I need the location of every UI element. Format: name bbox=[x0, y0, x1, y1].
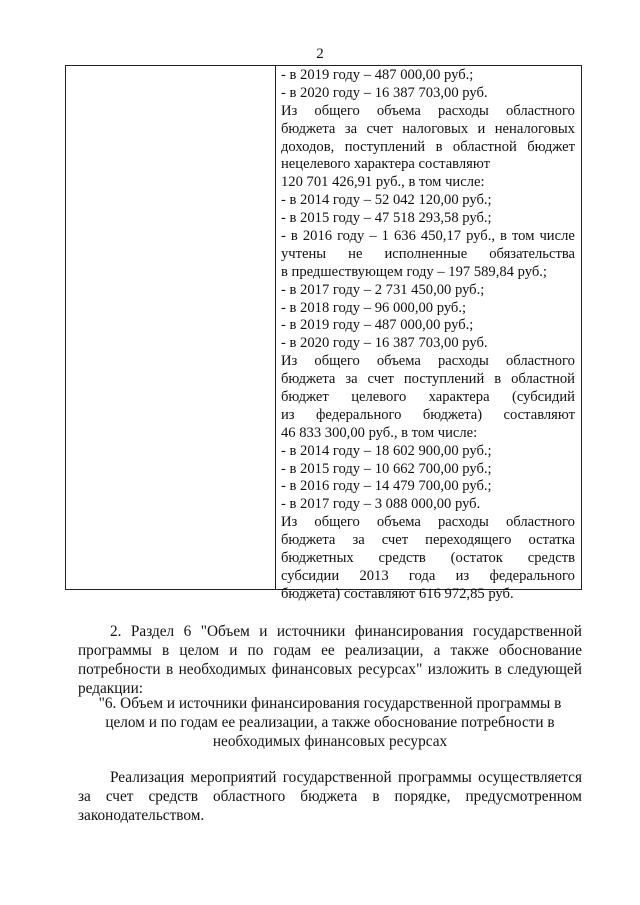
text-line: нецелевого характера составляют bbox=[281, 156, 490, 173]
text-line: - в 2015 году – 10 662 700,00 руб.; bbox=[281, 460, 492, 477]
text-line: субсидии 2013 года из федерального bbox=[281, 567, 575, 584]
text-line: Из общего объема расходы областного bbox=[281, 514, 575, 531]
text-line: - в 2016 году – 1 636 450,17 руб., в том числе bbox=[281, 228, 575, 245]
text-line: бюджета за счет налоговых и неналоговых bbox=[281, 120, 575, 137]
text-line: бюджета) составляют 616 972,85 руб. bbox=[281, 585, 514, 602]
text-line: из федерального бюджета) составляют bbox=[281, 406, 575, 423]
text-line: редакции: bbox=[78, 680, 144, 697]
text-line: 46 833 300,00 руб., в том числе: bbox=[281, 424, 478, 441]
text-line: учтены не исполненные обязательства bbox=[281, 245, 575, 262]
text-line: в предшествующем году – 197 589,84 руб.; bbox=[281, 263, 547, 280]
text-line: бюджет целевого характера (субсидий bbox=[281, 389, 575, 406]
text-line: Из общего объема расходы областного bbox=[281, 353, 575, 370]
heading-line: необходимых финансовых ресурсах bbox=[212, 733, 448, 750]
text-line: - в 2018 году – 96 000,00 руб.; bbox=[281, 299, 467, 316]
amendment-paragraph-2 bbox=[78, 622, 582, 698]
heading-line: целом и по годам ее реализации, а также обоснование потребности в bbox=[105, 714, 555, 731]
table-left-cell bbox=[66, 66, 275, 589]
table-right-cell bbox=[281, 67, 575, 604]
section-6-heading bbox=[78, 694, 582, 751]
text-line: - в 2020 году – 16 387 703,00 руб. bbox=[281, 84, 488, 101]
text-line: доходов, поступлений в областной бюджет bbox=[281, 138, 575, 155]
text-line: - в 2017 году – 2 731 450,00 руб.; bbox=[281, 281, 485, 298]
table-column-divider bbox=[275, 66, 276, 589]
text-line: - в 2020 году – 16 387 703,00 руб. bbox=[281, 335, 488, 352]
text-line: за счет средств областного бюджета в порядке, предусмотренном bbox=[78, 788, 582, 805]
text-line: 120 701 426,91 руб., в том числе: bbox=[281, 174, 485, 191]
text-line: бюджетных средств (остаток средств bbox=[281, 550, 575, 567]
funding-table bbox=[65, 65, 582, 602]
text-line: 2. Раздел 6 "Объем и источники финансирования государственной bbox=[110, 623, 582, 640]
text-line: - в 2019 году – 487 000,00 руб.; bbox=[281, 317, 474, 334]
text-line: - в 2014 году – 52 042 120,00 руб.; bbox=[281, 192, 492, 209]
text-line: - в 2015 году – 47 518 293,58 руб.; bbox=[281, 210, 492, 227]
text-line: бюджета за счет переходящего остатка bbox=[281, 532, 575, 549]
text-line: Из общего объема расходы областного bbox=[281, 102, 575, 119]
page-number: 2 bbox=[316, 46, 324, 62]
text-line: - в 2019 году – 487 000,00 руб.; bbox=[281, 67, 474, 83]
text-line: бюджета за счет поступлений в областной bbox=[281, 371, 575, 388]
text-line: Реализация мероприятий государственной программы осуществляется bbox=[110, 769, 582, 786]
text-line: законодательством. bbox=[78, 807, 205, 824]
implementation-paragraph bbox=[78, 768, 582, 825]
heading-line: "6. Объем и источники финансирования государственной программы в bbox=[98, 695, 562, 712]
text-line: программы в целом и по годам ее реализации, а также обоснование bbox=[78, 642, 582, 659]
text-line: потребности в необходимых финансовых ресурсах" изложить в следующей bbox=[78, 661, 582, 678]
text-line: - в 2014 году – 18 602 900,00 руб.; bbox=[281, 442, 492, 459]
text-line: - в 2017 году – 3 088 000,00 руб. bbox=[281, 496, 481, 513]
text-line: - в 2016 году – 14 479 700,00 руб.; bbox=[281, 478, 492, 495]
